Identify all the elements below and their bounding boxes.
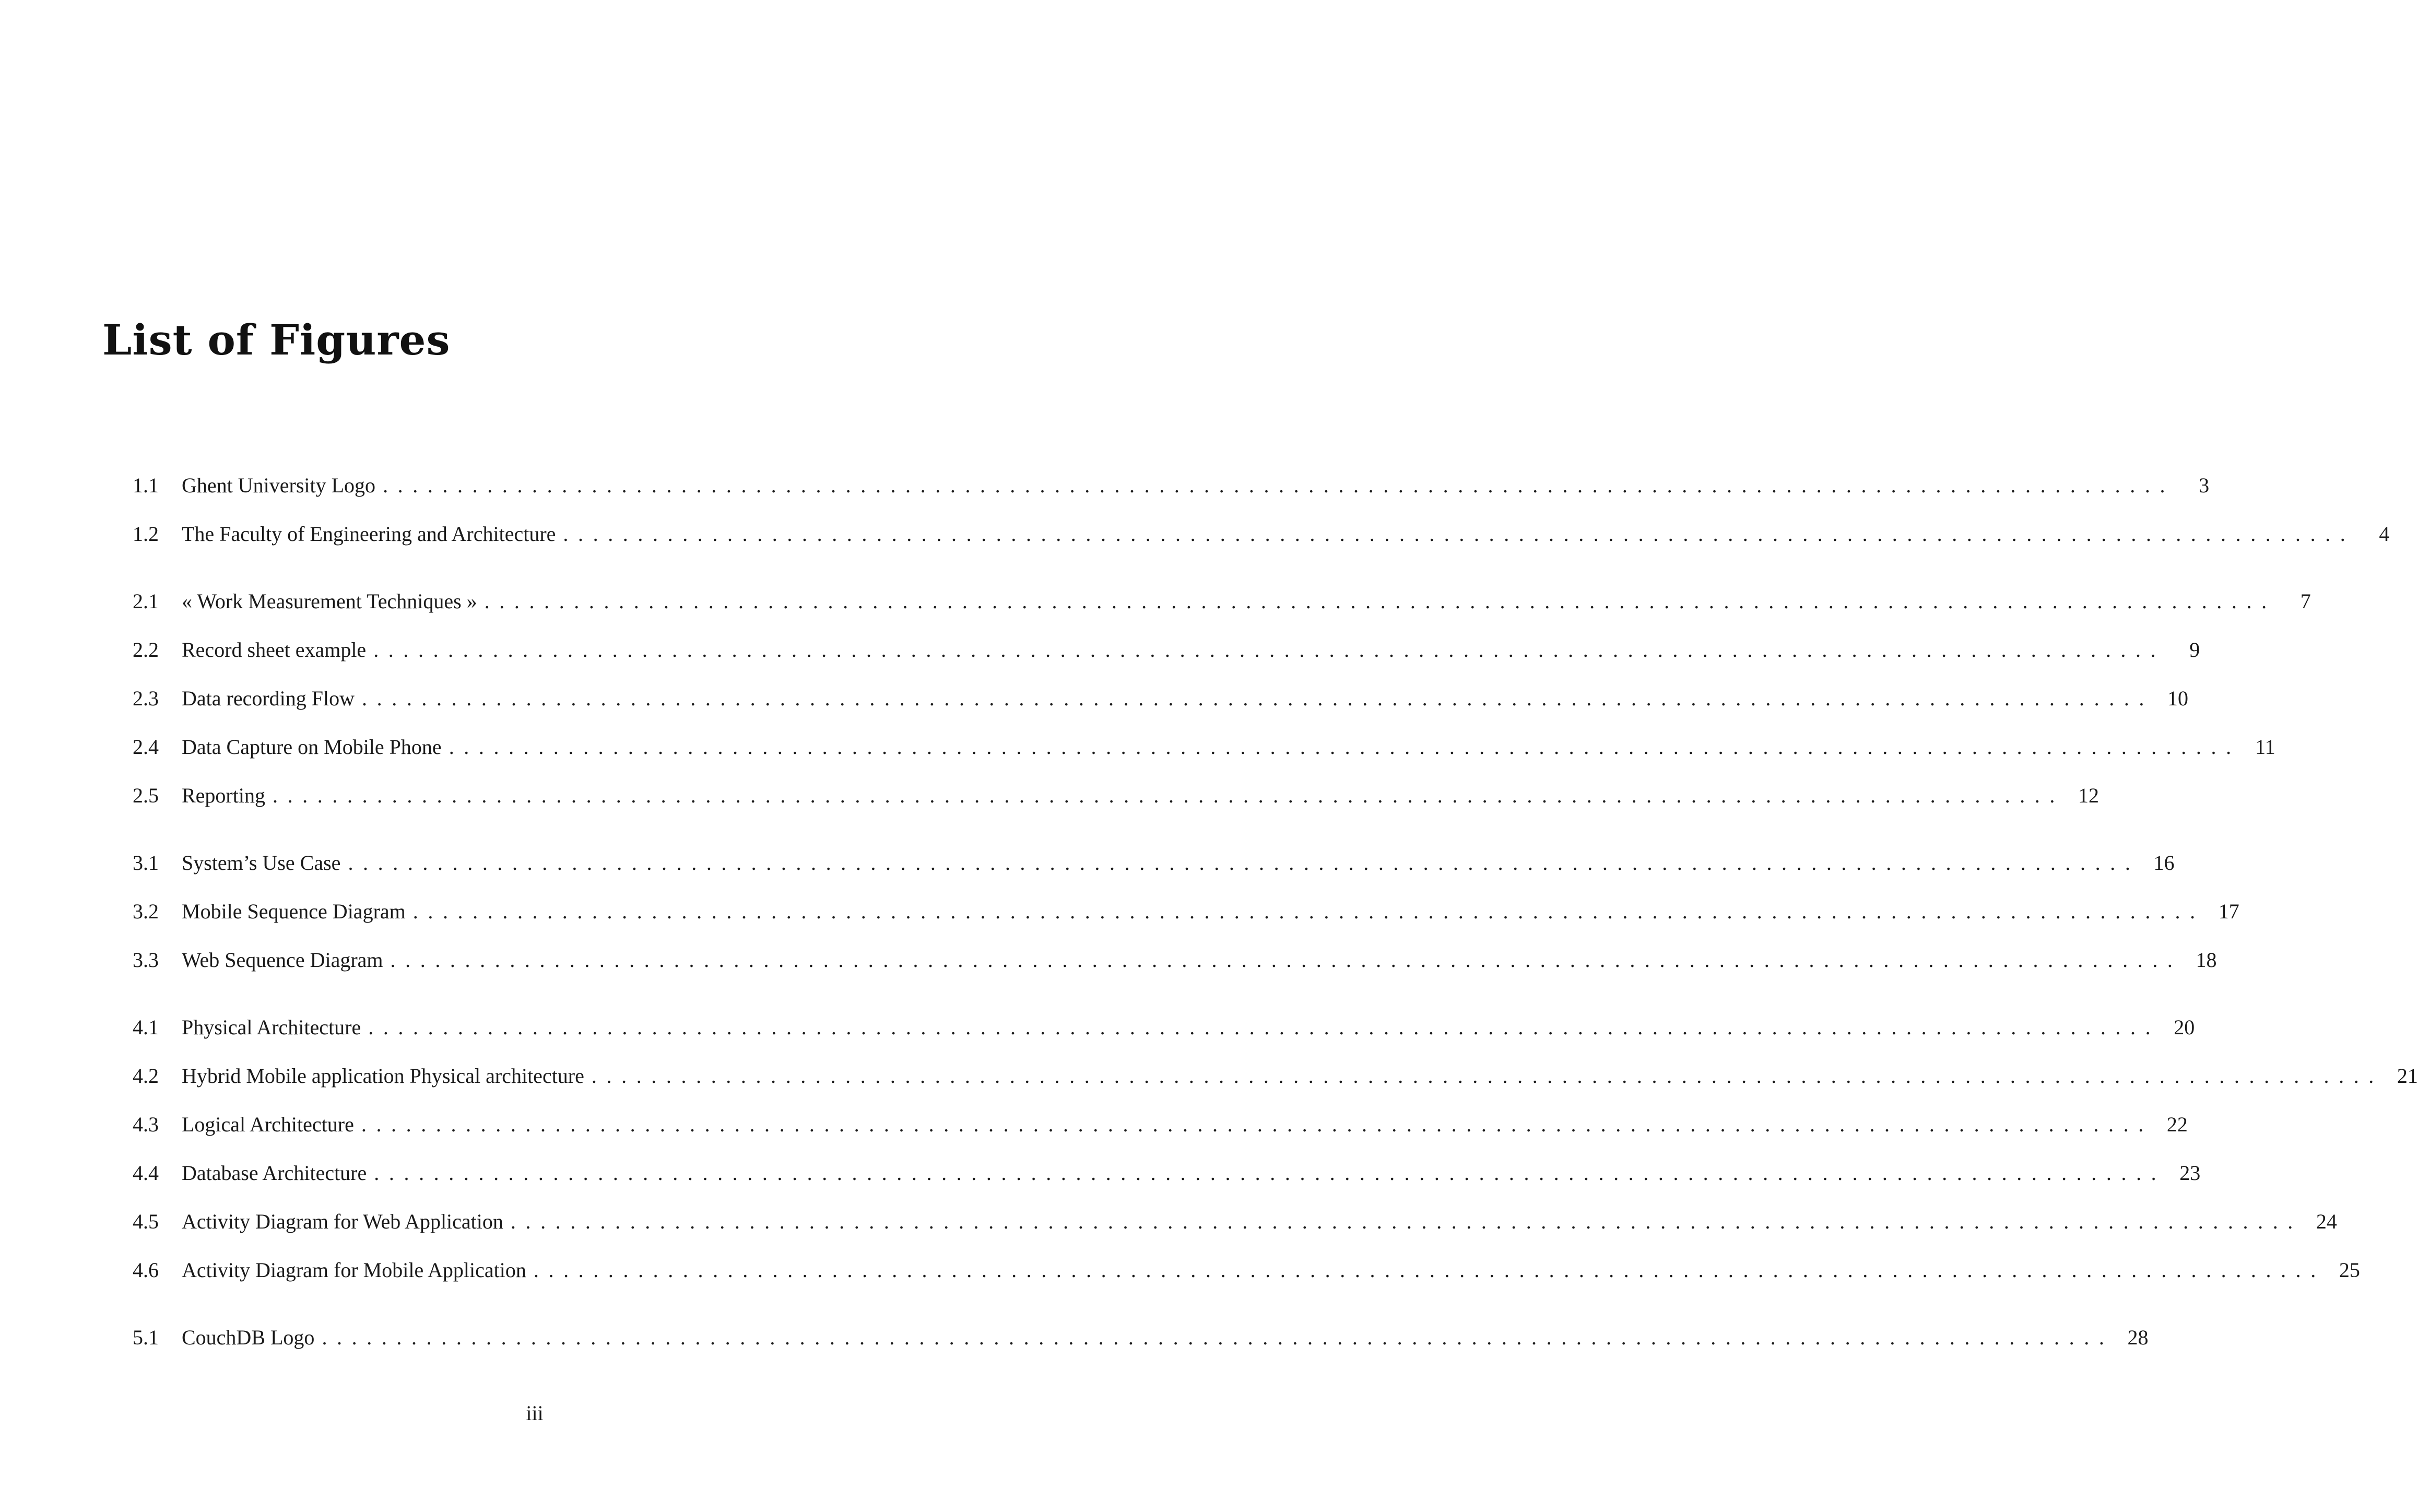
figure-entry[interactable] — [133, 783, 2099, 831]
figure-title: The Faculty of Engineering and Architecture — [182, 522, 556, 546]
figure-page: 10 — [2167, 687, 2189, 710]
dot-leader: ........................................................................................................................ — [533, 1258, 2326, 1282]
figure-number: 4.3 — [133, 1113, 159, 1136]
figure-page: 3 — [2199, 474, 2210, 497]
figure-number: 3.2 — [133, 900, 159, 923]
dot-leader: ........................................................................................................................ — [362, 687, 2154, 710]
dot-leader: ........................................................................................................................ — [510, 1210, 2303, 1233]
page-title: List of Figures — [102, 315, 451, 364]
figure-entry[interactable] — [133, 637, 2200, 686]
figure-title: Record sheet example — [182, 638, 367, 662]
figure-number: 4.1 — [133, 1015, 159, 1039]
figure-title: Ghent University Logo — [182, 474, 376, 497]
figure-number: 1.1 — [133, 474, 159, 497]
dot-leader: ........................................................................................................................ — [449, 735, 2241, 759]
figure-page: 16 — [2153, 851, 2175, 875]
figure-title: System’s Use Case — [182, 851, 341, 875]
figure-number: 1.2 — [133, 522, 159, 546]
figure-entry[interactable] — [133, 1257, 2360, 1306]
figure-number: 3.1 — [133, 851, 159, 875]
figure-number: 4.4 — [133, 1161, 159, 1185]
figure-title: Mobile Sequence Diagram — [182, 900, 406, 923]
dot-leader: ........................................................................................................................ — [390, 948, 2183, 972]
figure-entry[interactable] — [133, 588, 2311, 637]
figure-group-chapter-4 — [133, 1014, 2418, 1306]
figure-title: Physical Architecture — [182, 1015, 361, 1039]
figure-title: CouchDB Logo — [182, 1326, 315, 1349]
list-of-figures — [133, 473, 2418, 1373]
figure-entry[interactable] — [133, 947, 2217, 996]
figure-title: Data recording Flow — [182, 687, 355, 710]
figure-title: Hybrid Mobile application Physical architecture — [182, 1064, 584, 1088]
figure-page: 24 — [2316, 1210, 2337, 1233]
figure-title: Reporting — [182, 784, 265, 807]
figure-page: 22 — [2166, 1113, 2188, 1136]
figure-number: 4.6 — [133, 1258, 159, 1282]
figure-entry[interactable] — [133, 1014, 2195, 1063]
figure-number: 3.3 — [133, 948, 159, 972]
figure-title: Web Sequence Diagram — [182, 948, 383, 972]
figure-page: 25 — [2339, 1258, 2360, 1282]
dot-leader: ........................................................................................................................ — [563, 522, 2355, 546]
figure-page: 12 — [2078, 784, 2099, 807]
figure-group-chapter-1 — [133, 473, 2390, 570]
figure-entry[interactable] — [133, 734, 2275, 783]
figure-page: 4 — [2379, 522, 2390, 546]
figure-group-chapter-2 — [133, 588, 2311, 831]
figure-page: 20 — [2174, 1015, 2195, 1039]
figure-group-chapter-5 — [133, 1325, 2149, 1373]
dot-leader: ........................................................................................................................ — [322, 1326, 2114, 1349]
figure-number: 4.2 — [133, 1064, 159, 1088]
figure-page: 18 — [2196, 948, 2217, 972]
figure-page: 11 — [2255, 735, 2275, 759]
dot-leader: ........................................................................................................................ — [374, 1161, 2166, 1185]
figure-entry[interactable] — [133, 850, 2175, 899]
figure-entry[interactable] — [133, 1063, 2418, 1112]
figure-entry[interactable] — [133, 1325, 2149, 1373]
figure-title: Activity Diagram for Web Application — [182, 1210, 503, 1233]
figure-page: 9 — [2189, 638, 2200, 662]
figure-page: 28 — [2127, 1326, 2149, 1349]
dot-leader: ........................................................................................................................ — [361, 1113, 2153, 1136]
figure-entry[interactable] — [133, 521, 2390, 570]
figure-number: 2.4 — [133, 735, 159, 759]
figure-entry[interactable] — [133, 473, 2210, 521]
figure-title: Data Capture on Mobile Phone — [182, 735, 442, 759]
figure-number: 2.1 — [133, 589, 159, 613]
dot-leader: ........................................................................................................................ — [272, 784, 2065, 807]
dot-leader: ........................................................................................................................ — [383, 474, 2175, 497]
figure-number: 2.3 — [133, 687, 159, 710]
dot-leader: ........................................................................................................................ — [373, 638, 2166, 662]
figure-page: 17 — [2218, 900, 2239, 923]
figure-page: 23 — [2179, 1161, 2201, 1185]
figure-number: 2.5 — [133, 784, 159, 807]
dot-leader: ........................................................................................................................ — [368, 1015, 2161, 1039]
dot-leader: ........................................................................................................................ — [348, 851, 2140, 875]
figure-entry[interactable] — [133, 1209, 2337, 1257]
figure-title: Logical Architecture — [182, 1113, 354, 1136]
figure-number: 4.5 — [133, 1210, 159, 1233]
figure-title: « Work Measurement Techniques » — [182, 589, 477, 613]
figure-title: Activity Diagram for Mobile Application — [182, 1258, 526, 1282]
figure-entry[interactable] — [133, 1160, 2201, 1209]
dot-leader: ........................................................................................................................ — [412, 900, 2205, 923]
figure-number: 5.1 — [133, 1326, 159, 1349]
figure-page: 7 — [2300, 589, 2311, 613]
figure-entry[interactable] — [133, 1112, 2188, 1160]
dot-leader: ........................................................................................................................ — [591, 1064, 2384, 1088]
figure-entry[interactable] — [133, 686, 2189, 734]
dot-leader: ........................................................................................................................ — [484, 589, 2277, 613]
figure-page: 21 — [2397, 1064, 2418, 1088]
figure-group-chapter-3 — [133, 850, 2239, 996]
figure-entry[interactable] — [133, 899, 2239, 947]
page-number: iii — [526, 1401, 544, 1425]
figure-number: 2.2 — [133, 638, 159, 662]
figure-title: Database Architecture — [182, 1161, 367, 1185]
